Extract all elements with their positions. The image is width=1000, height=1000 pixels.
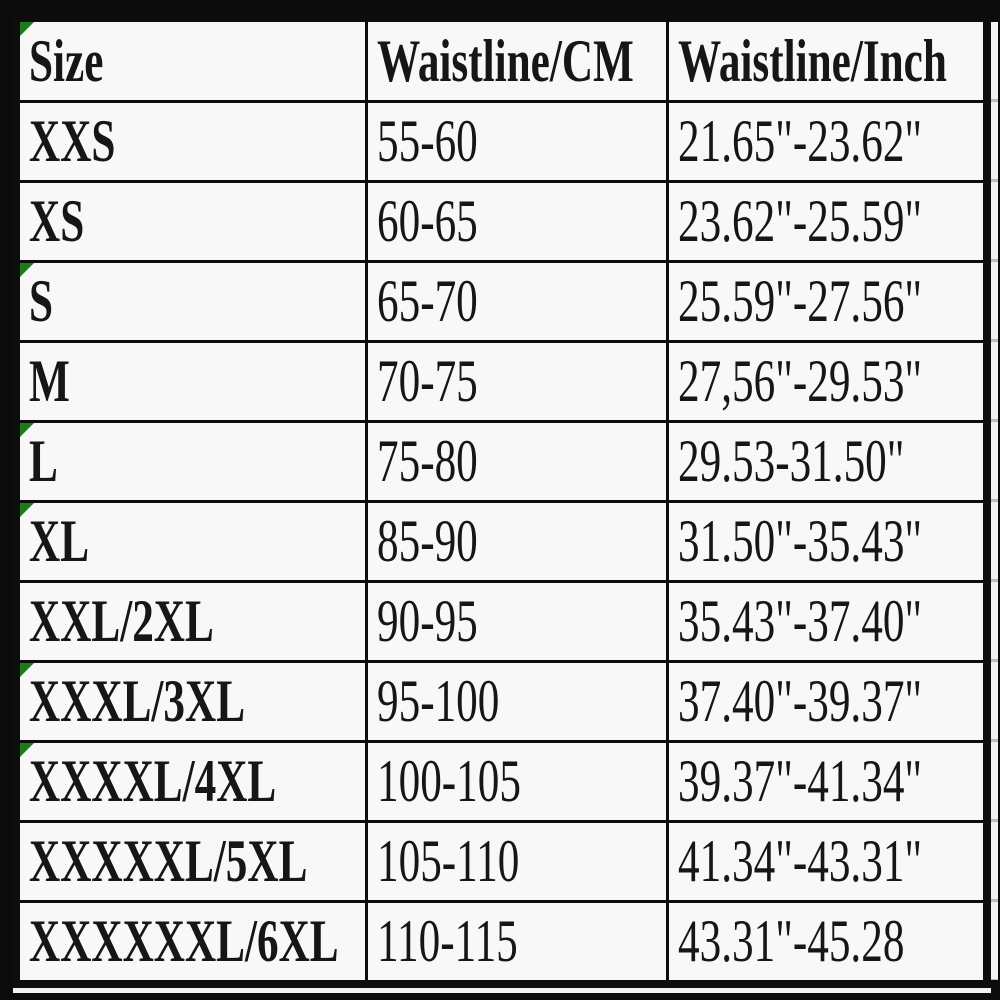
size-label: XXXL/3XL bbox=[29, 668, 246, 734]
column-header-label: Size bbox=[29, 27, 104, 94]
inch-value-cell bbox=[669, 663, 983, 740]
cm-value-cell bbox=[368, 423, 666, 500]
size-label: XS bbox=[29, 188, 85, 254]
size-label: M bbox=[29, 348, 70, 414]
size-cell bbox=[20, 103, 365, 180]
cm-value: 105-110 bbox=[377, 828, 520, 894]
table-bottom-margin-strip bbox=[13, 988, 991, 993]
cm-value: 65-70 bbox=[377, 268, 478, 334]
size-chart-table bbox=[13, 15, 991, 988]
cm-value: 90-95 bbox=[377, 588, 478, 654]
inch-value: 39.37"-41.34" bbox=[678, 748, 923, 814]
column-header-label: Waistline/CM bbox=[377, 27, 634, 94]
inch-value: 29.53-31.50" bbox=[678, 428, 905, 494]
inch-value-cell bbox=[669, 263, 983, 340]
size-cell bbox=[20, 263, 365, 340]
size-label: XL bbox=[29, 508, 90, 574]
inch-value: 35.43"-37.40" bbox=[678, 588, 923, 654]
cm-value: 100-105 bbox=[377, 748, 521, 814]
inch-value-cell bbox=[669, 503, 983, 580]
inch-value: 23.62"-25.59" bbox=[678, 188, 923, 254]
inch-value-cell bbox=[669, 423, 983, 500]
cm-value-cell bbox=[368, 903, 666, 980]
size-cell bbox=[20, 823, 365, 900]
size-cell bbox=[20, 743, 365, 820]
size-cell bbox=[20, 663, 365, 740]
cm-value: 75-80 bbox=[377, 428, 478, 494]
table-right-margin-strip bbox=[991, 22, 998, 980]
size-label: XXL/2XL bbox=[29, 588, 214, 654]
cm-value-cell bbox=[368, 583, 666, 660]
cm-value: 55-60 bbox=[377, 108, 478, 174]
cm-value: 85-90 bbox=[377, 508, 478, 574]
inch-value-cell bbox=[669, 103, 983, 180]
inch-value-cell bbox=[669, 583, 983, 660]
size-chart-grid bbox=[20, 22, 983, 980]
inch-value-cell bbox=[669, 183, 983, 260]
size-label: XXXXXL/5XL bbox=[29, 828, 308, 894]
inch-value: 27,56"-29.53" bbox=[678, 348, 923, 414]
inch-value: 37.40"-39.37" bbox=[678, 668, 923, 734]
inch-value-cell bbox=[669, 343, 983, 420]
inch-value: 21.65"-23.62" bbox=[678, 108, 923, 174]
column-header-waistline-cm bbox=[368, 22, 666, 100]
cm-value: 95-100 bbox=[377, 668, 500, 734]
inch-value: 31.50"-35.43" bbox=[678, 508, 923, 574]
size-label: XXXXXXL/6XL bbox=[29, 908, 339, 974]
inch-value: 25.59"-27.56" bbox=[678, 268, 923, 334]
inch-value-cell bbox=[669, 743, 983, 820]
cm-value: 70-75 bbox=[377, 348, 478, 414]
cm-value-cell bbox=[368, 263, 666, 340]
cm-value: 110-115 bbox=[377, 908, 518, 974]
cm-value-cell bbox=[368, 103, 666, 180]
column-header-size bbox=[20, 22, 365, 100]
size-cell bbox=[20, 903, 365, 980]
inch-value-cell bbox=[669, 903, 983, 980]
cm-value-cell bbox=[368, 823, 666, 900]
inch-value: 41.34"-43.31" bbox=[678, 828, 923, 894]
size-label: L bbox=[29, 428, 58, 494]
cm-value-cell bbox=[368, 183, 666, 260]
column-header-label: Waistline/Inch bbox=[678, 27, 947, 94]
cm-value-cell bbox=[368, 663, 666, 740]
inch-value: 43.31"-45.28 bbox=[678, 908, 905, 974]
size-cell bbox=[20, 423, 365, 500]
size-label: S bbox=[29, 268, 54, 334]
size-label: XXXXL/4XL bbox=[29, 748, 277, 814]
size-cell bbox=[20, 183, 365, 260]
cm-value-cell bbox=[368, 503, 666, 580]
inch-value-cell bbox=[669, 823, 983, 900]
size-cell bbox=[20, 503, 365, 580]
cm-value-cell bbox=[368, 343, 666, 420]
size-label: XXS bbox=[29, 108, 116, 174]
cm-value-cell bbox=[368, 743, 666, 820]
size-cell bbox=[20, 343, 365, 420]
size-cell bbox=[20, 583, 365, 660]
cm-value: 60-65 bbox=[377, 188, 478, 254]
column-header-waistline-inch bbox=[669, 22, 983, 100]
